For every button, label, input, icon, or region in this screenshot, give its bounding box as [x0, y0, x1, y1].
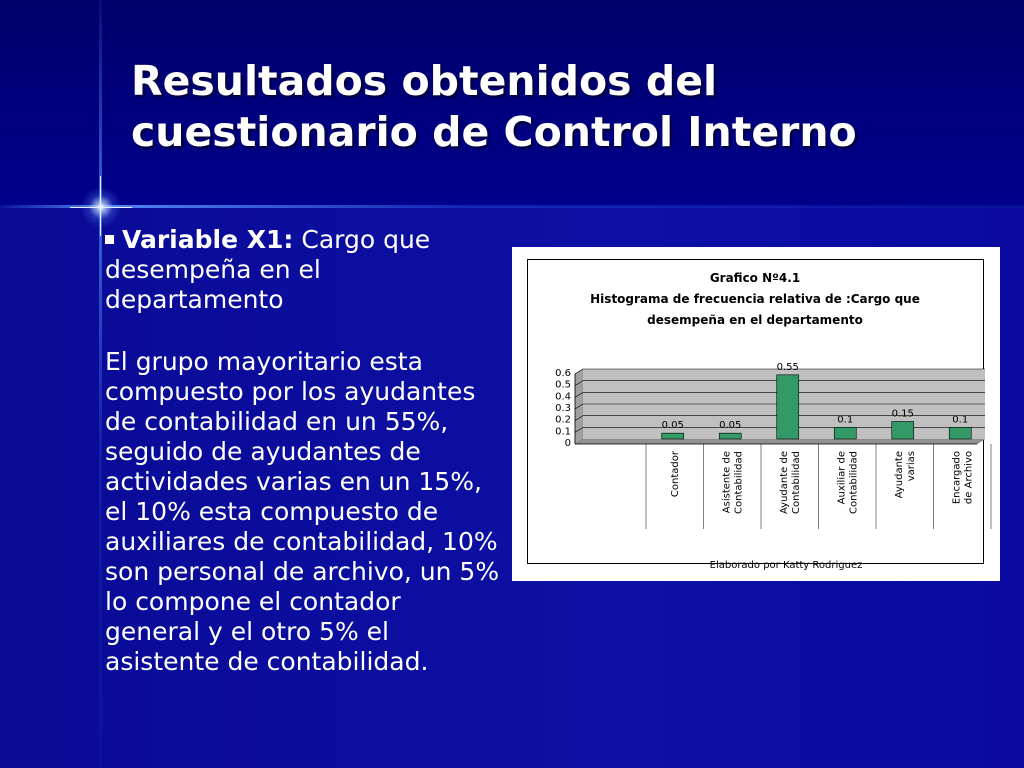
data-label: 0.1: [952, 414, 969, 426]
x-tick-label: Contabilidad: [733, 451, 745, 514]
x-tick-label: Auxiliar de: [836, 451, 848, 505]
sparkle-ray-vertical: [100, 176, 101, 236]
bar: [892, 422, 914, 440]
chart-frame: [527, 259, 984, 571]
x-tick-label: Ayudante: [893, 451, 905, 499]
x-tick-label: Asistente de: [721, 451, 733, 514]
data-label: 0.55: [776, 361, 799, 373]
variable-description: Cargo que desempeña en el departamento: [105, 225, 431, 314]
bar: [777, 375, 799, 439]
data-label: 0.1: [837, 414, 854, 426]
y-tick-label: 0.3: [555, 403, 571, 414]
x-tick-label: Contabilidad: [848, 451, 860, 514]
horizontal-accent-line: [0, 205, 1024, 208]
x-tick-label: Encargado: [951, 451, 963, 505]
sparkle-ray-horizontal: [70, 207, 132, 208]
variable-label: Variable X1:: [122, 225, 294, 254]
bar: [662, 433, 684, 439]
bar: [949, 427, 971, 439]
y-tick-label: 0.4: [555, 391, 571, 403]
bar: [719, 433, 741, 439]
x-tick-label: Contabilidad: [790, 451, 802, 514]
x-tick-label: Ayudante de: [778, 451, 790, 514]
x-tick-label: de Archivo: [963, 451, 975, 505]
slide-title: [131, 56, 1011, 158]
data-label: 0.05: [719, 420, 742, 432]
data-label: 0.15: [891, 408, 914, 420]
title-line-2: cuestionario de Control Interno: [131, 108, 857, 156]
y-tick-label: 0.1: [555, 426, 571, 438]
chart-container: [512, 247, 1000, 581]
square-bullet-icon: [105, 235, 114, 244]
y-tick-label: 0.5: [555, 379, 571, 391]
data-label: 0.05: [661, 420, 684, 432]
x-tick-label: Contador: [669, 451, 681, 498]
x-tick-label: varias: [905, 451, 917, 482]
bullet-item: [105, 225, 500, 315]
slide-body: [105, 225, 500, 677]
chart-footer: Elaborado por Katty Rodriguez: [709, 560, 863, 571]
chart-title-line: Histograma de frecuencia relativa de :Cargo que: [590, 292, 920, 306]
plot-floor: [575, 439, 985, 444]
bar: [834, 427, 856, 439]
y-tick-label: 0: [564, 438, 571, 449]
y-tick-label: 0.2: [555, 414, 571, 426]
y-tick-label: 0.6: [555, 368, 571, 379]
chart-title-line: desempeña en el departamento: [647, 313, 863, 327]
bar-chart: [528, 260, 983, 571]
vertical-accent-line: [99, 0, 102, 768]
title-line-1: Resultados obtenidos del: [131, 57, 718, 105]
summary-paragraph: El grupo mayoritario esta compuesto por los ayudantes de contabilidad en un 55%, seguido de ayudantes de actividades varias en un 15%, el 10% esta compuesto de auxiliares de contabilidad, 10% son personal de archivo, un 5% lo compone el contador general y el otro 5% el asistente de contabilidad.: [105, 347, 500, 676]
chart-title-line: Grafico Nº4.1: [709, 271, 801, 285]
